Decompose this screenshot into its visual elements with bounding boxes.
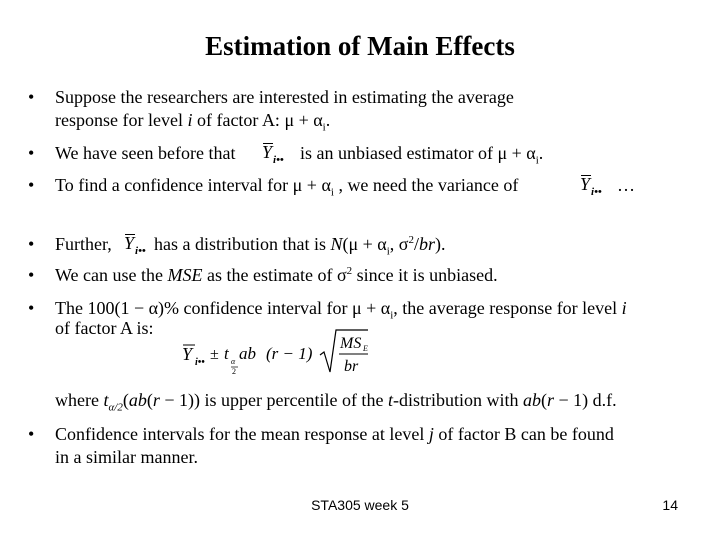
- bullet-3-ellipsis: …: [617, 175, 635, 195]
- formula-t: t: [224, 344, 229, 363]
- bullet-dot: •: [28, 424, 35, 444]
- ybar-symbol: $Y_{i••}$: [580, 174, 602, 198]
- bullet-7-line-2: in a similar manner.: [55, 447, 198, 467]
- formula-y: Y: [182, 344, 193, 364]
- bullet-7-line-1: Confidence intervals for the mean response at level j of factor B can be found: [55, 424, 614, 444]
- bullet-dot: •: [28, 175, 35, 195]
- footer-page-number: 14: [662, 497, 678, 513]
- footer-course: STA305 week 5: [311, 497, 409, 513]
- ybar-symbol: $Y_{i••}$: [124, 233, 146, 257]
- ybar-symbol: $Y_{i••}$: [262, 142, 284, 166]
- bullet-1-line-1: Suppose the researchers are interested in estimating the average: [55, 87, 514, 107]
- formula-r-minus: (r − 1): [266, 344, 313, 363]
- bullet-dot: •: [28, 298, 35, 318]
- confidence-interval-formula: [180, 328, 370, 376]
- bullet-6-line-2: of factor A is:: [55, 318, 154, 338]
- formula-ab: ab: [239, 344, 256, 363]
- formula-mse: MS: [340, 335, 362, 352]
- bullet-2-text-post: is an unbiased estimator of $\mu + \alpha_i$.: [300, 143, 544, 167]
- bullet-4-text-pre: Further,: [55, 234, 112, 254]
- formula-mse-sub: E: [363, 344, 368, 353]
- formula-alpha: α: [231, 357, 236, 366]
- bullet-5-text: We can use the MSE as the estimate of $\sigma^2$ since it is unbiased.: [55, 265, 498, 285]
- bullet-2-text-pre: We have seen before that: [55, 143, 236, 163]
- slide-title: Estimation of Main Effects: [205, 31, 515, 61]
- bullet-dot: •: [28, 265, 35, 285]
- bullet-3-text: To find a confidence interval for $\mu + \alpha_i$ , we need the variance of: [55, 175, 519, 199]
- formula-br: br: [344, 358, 359, 375]
- bullet-dot: •: [28, 234, 35, 254]
- where-line: where $t_{\alpha/2}(ab(r - 1))$ is upper percentile of the t-distribution with ab(r − 1) d.f.: [55, 390, 617, 414]
- formula-plus-minus: ±: [210, 346, 219, 363]
- bullet-4-text-post: has a distribution that is $N(\mu + \alpha_i$, $\sigma^2/br$).: [154, 234, 446, 258]
- formula-y-sub: i••: [195, 357, 205, 368]
- bullet-dot: •: [28, 143, 35, 163]
- bullet-1-line-2: response for level i of factor A: $\mu + \alpha_i$.: [55, 110, 331, 134]
- bullet-dot: •: [28, 87, 35, 107]
- bullet-6-line-1: The 100(1 − α)% confidence interval for $\mu + \alpha_i$, the average response for level i: [55, 298, 627, 322]
- formula-two: 2: [232, 367, 236, 376]
